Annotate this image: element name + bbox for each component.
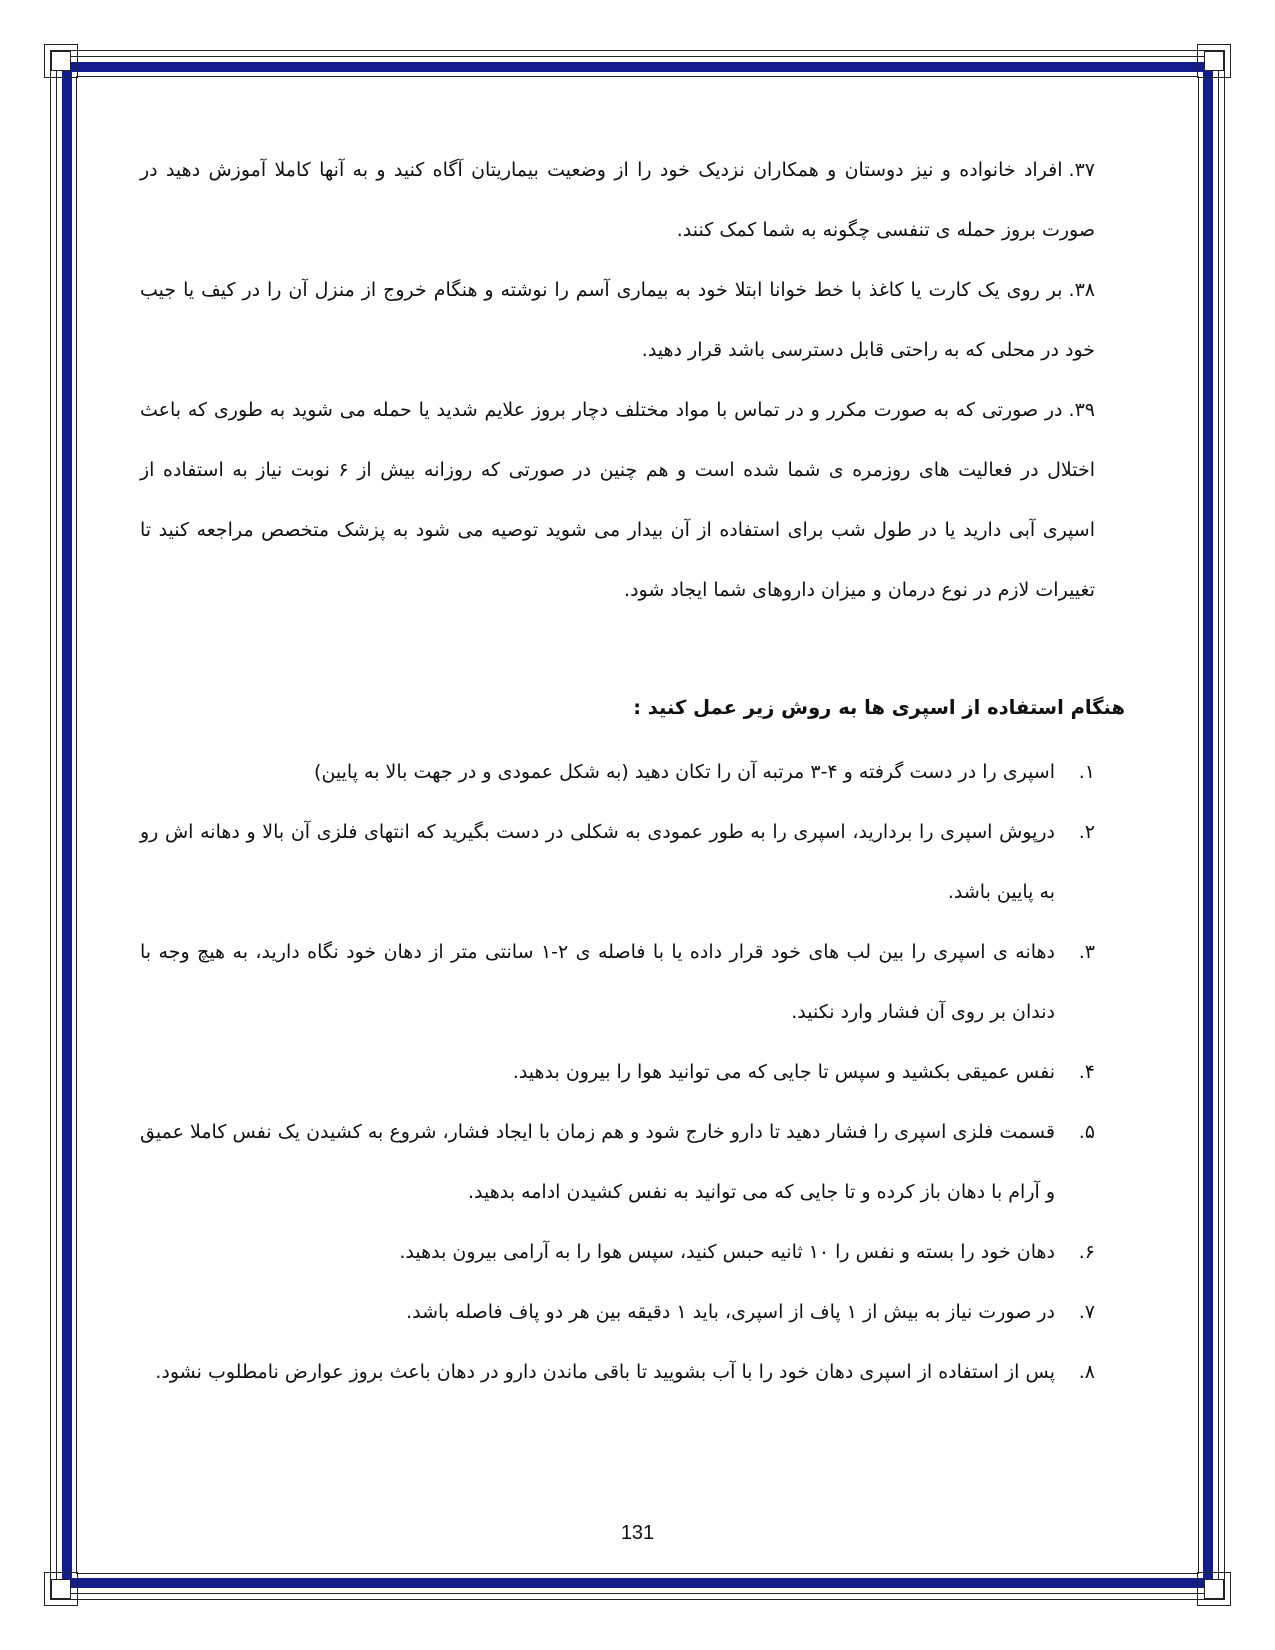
list-item-number: ۳. — [1078, 941, 1095, 963]
paragraph-number: ۳۹. — [1068, 399, 1095, 421]
corner-ornament-top-right — [1197, 44, 1231, 78]
list-item-4 — [140, 1042, 1095, 1102]
list-item-3 — [140, 922, 1095, 1042]
corner-ornament-bottom-left — [44, 1572, 78, 1606]
list-item-number: ۸. — [1078, 1361, 1095, 1383]
paragraph-text: بر روی یک کارت یا کاغذ با خط خوانا ابتلا خود به بیماری آسم را نوشته و هنگام خروج از منزل آن را در کیف یا جیب خود در محلی که به راحتی قابل دسترسی باشد قرار دهید. — [140, 279, 1095, 361]
list-item-text: درپوش اسپری را بردارید، اسپری را به طور عمودی به شکلی در دست بگیرید که انتهای فلزی آن بالا و دهانه اش رو به پایین باشد. — [140, 821, 1055, 903]
list-item-8 — [140, 1342, 1095, 1402]
list-item-7 — [140, 1282, 1095, 1342]
list-item-number: ۷. — [1078, 1301, 1095, 1323]
corner-ornament-top-left — [44, 44, 78, 78]
section-heading: هنگام استفاده از اسپری ها به روش زیر عمل کنید : — [633, 696, 1125, 719]
paragraph-number: ۳۸. — [1068, 279, 1095, 301]
paragraph-text: افراد خانواده و نیز دوستان و همکاران نزدیک خود را از وضعیت بیماریتان آگاه کنید و به آنها کاملا آموزش دهید در صورت بروز حمله ی تنفسی چگونه به شما کمک کنند. — [140, 159, 1095, 241]
list-item-text: نفس عمیقی بکشید و سپس تا جایی که می توانید هوا را بیرون بدهید. — [512, 1061, 1055, 1083]
section-gap — [140, 620, 1095, 678]
numbered-paragraph-38 — [140, 260, 1095, 380]
page-number: 131 — [620, 1522, 655, 1544]
numbered-paragraph-39 — [140, 380, 1095, 620]
list-item-number: ۲. — [1078, 821, 1095, 843]
list-item-text: قسمت فلزی اسپری را فشار دهید تا دارو خارج شود و هم زمان با ایجاد فشار، شروع به کشیدن یک نفس کاملا عمیق و آرام با دهان باز کرده و تا جایی که می توانید به نفس کشیدن ادامه بدهید. — [140, 1121, 1055, 1203]
paragraph-text: در صورتی که به صورت مکرر و در تماس با مواد مختلف دچار بروز علایم شدید یا حمله می شوید به طوری که باعث اختلال در فعالیت های روزمره ی شما شده است و هم چنین در صورتی که روزانه بیش از ۶ نوبت نیاز به استفاده از اسپری آبی دارید یا در طول شب برای استفاده از آن بیدار می شوید توصیه می شود به پزشک متخصص مراجعه کنید تا تغییرات لازم در نوع درمان و میزان داروهای شما ایجاد شود. — [140, 399, 1095, 601]
list-item-number: ۶. — [1078, 1241, 1095, 1263]
list-item-6 — [140, 1222, 1095, 1282]
list-item-2 — [140, 802, 1095, 922]
document-body — [140, 140, 1125, 1402]
list-item-text: پس از استفاده از اسپری دهان خود را با آب بشویید تا باقی ماندن دارو در دهان باعث بروز عوارض نامطلوب نشود. — [155, 1361, 1055, 1383]
paragraph-number: ۳۷. — [1068, 159, 1095, 181]
list-item-number: ۱. — [1078, 761, 1095, 783]
numbered-paragraph-37 — [140, 140, 1095, 260]
list-item-number: ۵. — [1078, 1121, 1095, 1143]
list-item-text: دهان خود را بسته و نفس را ۱۰ ثانیه حبس کنید، سپس هوا را به آرامی بیرون بدهید. — [399, 1241, 1055, 1263]
list-item-5 — [140, 1102, 1095, 1222]
list-item-text: اسپری را در دست گرفته و ۴-۳ مرتبه آن را تکان دهید (به شکل عمودی و در جهت بالا به پایین) — [314, 761, 1055, 783]
list-item-1 — [140, 742, 1095, 802]
list-item-text: دهانه ی اسپری را بین لب های خود قرار داده یا با فاصله ی ۲-۱ سانتی متر از دهان خود نگاه دارید، به هیچ وجه با دندان بر روی آن فشار وارد نکنید. — [140, 941, 1055, 1023]
corner-ornament-bottom-right — [1197, 1572, 1231, 1606]
list-item-text: در صورت نیاز به بیش از ۱ پاف از اسپری، باید ۱ دقیقه بین هر دو پاف فاصله باشد. — [406, 1301, 1055, 1323]
list-item-number: ۴. — [1078, 1061, 1095, 1083]
